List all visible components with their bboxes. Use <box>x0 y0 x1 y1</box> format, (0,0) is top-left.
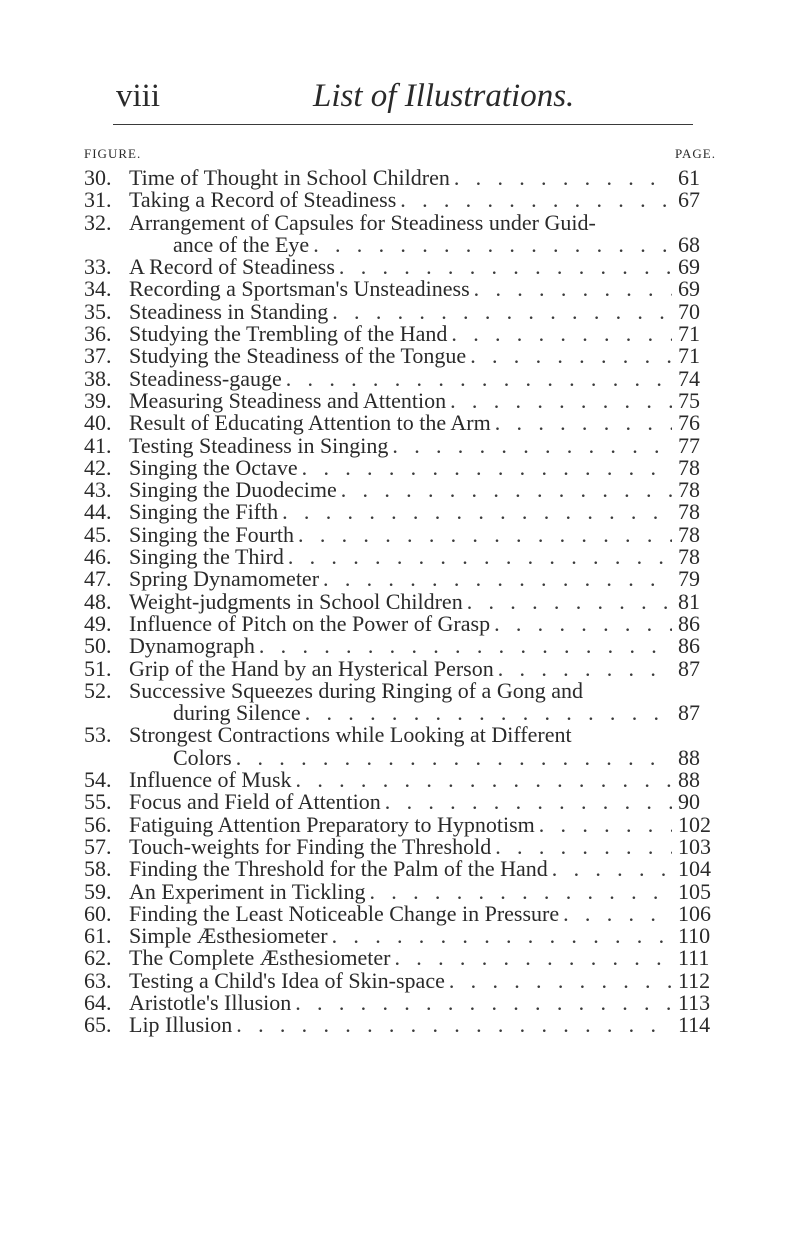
entry-line <box>129 791 716 813</box>
page-reference: 79 <box>678 566 700 592</box>
list-item <box>84 655 716 681</box>
dot-leader <box>400 189 672 211</box>
figure-number: 38. <box>84 365 112 391</box>
dot-leader <box>552 858 672 880</box>
figure-number: 56. <box>84 811 112 837</box>
dot-leader <box>323 568 672 590</box>
figure-title: Steadiness-gauge <box>129 365 282 391</box>
entry-body <box>129 724 716 769</box>
heading-rule <box>113 124 693 125</box>
list-item <box>84 345 716 367</box>
figure-number: 37. <box>84 343 112 369</box>
figure-number: 59. <box>84 878 112 904</box>
figure-number: 51. <box>84 655 112 681</box>
figure-title: A Record of Steadiness <box>129 254 335 280</box>
figure-title: Strongest Contractions while Looking at Different <box>129 722 572 748</box>
entry-line <box>129 833 716 859</box>
figure-title: Singing the Fifth <box>129 499 279 525</box>
entry-body <box>129 791 716 813</box>
figure-title: Time of Thought in School Children <box>129 165 450 190</box>
entry-line <box>129 635 716 657</box>
dot-leader <box>392 435 672 457</box>
figure-number: 52. <box>84 677 112 703</box>
figure-number: 50. <box>84 633 112 659</box>
dot-leader <box>286 368 672 390</box>
figure-number: 65. <box>84 1012 112 1038</box>
list-item <box>84 454 716 480</box>
entry-line <box>129 568 716 590</box>
list-item <box>84 278 716 300</box>
dot-leader <box>332 301 672 323</box>
list-item <box>84 323 716 345</box>
list-item <box>84 546 716 568</box>
dot-leader <box>282 501 672 523</box>
page-reference: 86 <box>678 610 700 636</box>
entry-body <box>129 925 716 947</box>
figure-title: Result of Educating Attention to the Arm <box>129 410 491 436</box>
entry-line <box>129 256 716 278</box>
figure-number: 45. <box>84 521 112 547</box>
entry-body <box>129 189 716 211</box>
dot-leader <box>494 613 672 635</box>
entry-line <box>129 769 716 791</box>
figure-title: Focus and Field of Attention <box>129 789 381 815</box>
entry-line <box>129 454 716 480</box>
list-item <box>84 791 716 813</box>
figure-number: 36. <box>84 321 112 347</box>
list-item <box>84 432 716 458</box>
page-reference: 102 <box>678 811 711 837</box>
entry-body <box>129 900 716 926</box>
figure-number: 42. <box>84 454 112 480</box>
dot-leader <box>296 769 672 791</box>
page-reference: 105 <box>678 878 711 904</box>
list-item <box>84 967 716 993</box>
figure-number: 49. <box>84 610 112 636</box>
figure-title: Weight-judgments in School Children <box>129 588 463 614</box>
list-item <box>84 412 716 434</box>
entry-body <box>129 479 716 501</box>
entry-body <box>129 345 716 367</box>
page-reference: 70 <box>678 298 700 324</box>
entry-line-continued <box>129 744 716 770</box>
entry-body <box>129 209 716 257</box>
figure-number: 46. <box>84 544 112 570</box>
entry-line <box>129 501 716 523</box>
figure-title: Finding the Least Noticeable Change in Pressure <box>129 900 560 926</box>
page-reference: 112 <box>678 967 711 993</box>
dot-leader <box>259 635 672 657</box>
figure-title-continued: ance of the Eye <box>173 231 310 257</box>
list-item <box>84 925 716 947</box>
entry-line <box>129 900 716 926</box>
figure-title: Steadiness in Standing <box>129 298 329 324</box>
figure-number: 47. <box>84 566 112 592</box>
figure-title: Singing the Fourth <box>129 521 295 547</box>
entry-line <box>129 209 716 235</box>
figure-number: 32. <box>84 209 112 235</box>
figure-title: Singing the Duodecime <box>129 477 337 503</box>
page-reference: 81 <box>678 588 700 614</box>
list-item <box>84 811 716 837</box>
figure-title: The Complete Æsthesiometer <box>129 945 391 971</box>
list-item <box>84 387 716 413</box>
dot-leader <box>341 479 672 501</box>
entry-line <box>129 298 716 324</box>
page-reference: 67 <box>678 187 700 213</box>
entry-line <box>129 345 716 367</box>
entry-body <box>129 655 716 681</box>
figure-number: 61. <box>84 923 112 949</box>
entry-body <box>129 546 716 568</box>
dot-leader <box>295 992 672 1014</box>
entry-line <box>129 677 716 703</box>
entry-body <box>129 833 716 859</box>
figure-number: 43. <box>84 477 112 503</box>
page-reference: 104 <box>678 856 711 882</box>
page-reference: 76 <box>678 410 700 436</box>
figure-number: 31. <box>84 187 112 213</box>
entry-line-continued <box>129 231 716 257</box>
figure-title: Fatiguing Attention Preparatory to Hypnotism <box>129 811 535 837</box>
figure-title: Simple Æsthesiometer <box>129 923 328 949</box>
figure-number: 39. <box>84 387 112 413</box>
figure-column-label: FIGURE. <box>84 146 142 161</box>
dot-leader <box>332 925 672 947</box>
entry-body <box>129 432 716 458</box>
entry-line <box>129 811 716 837</box>
entry-line <box>129 432 716 458</box>
entry-body <box>129 278 716 300</box>
dot-leader <box>236 1014 672 1036</box>
entry-line <box>129 323 716 345</box>
page-reference: 88 <box>678 767 700 793</box>
page-reference: 71 <box>678 321 700 347</box>
figure-title: Singing the Octave <box>129 454 298 480</box>
list-item <box>84 167 716 189</box>
entry-body <box>129 323 716 345</box>
figure-title: Testing Steadiness in Singing <box>129 432 389 458</box>
dot-leader <box>385 791 672 813</box>
figure-title: Taking a Record of Steadiness <box>129 187 397 213</box>
dot-leader <box>563 903 672 925</box>
figure-title: Touch-weights for Finding the Threshold <box>129 833 492 859</box>
dot-leader <box>495 412 672 434</box>
entry-body <box>129 256 716 278</box>
dot-leader <box>474 278 672 300</box>
dot-leader <box>236 747 672 769</box>
figure-title: Spring Dynamometer <box>129 566 320 592</box>
dot-leader <box>339 256 672 278</box>
entry-line <box>129 387 716 413</box>
entry-body <box>129 298 716 324</box>
entry-body <box>129 967 716 993</box>
figure-title: Recording a Sportsman's Unsteadiness <box>129 276 470 302</box>
entry-line <box>129 167 716 189</box>
entry-body <box>129 947 716 969</box>
figure-title-continued: Colors <box>173 744 232 770</box>
entry-body <box>129 568 716 590</box>
dot-leader <box>288 546 672 568</box>
list-item <box>84 1014 716 1036</box>
dot-leader <box>305 702 672 724</box>
page-reference: 87 <box>678 655 700 681</box>
figure-title-continued: during Silence <box>173 700 301 726</box>
page-reference: 78 <box>678 477 700 503</box>
list-item <box>84 588 716 614</box>
entry-body <box>129 878 716 904</box>
entry-line <box>129 610 716 636</box>
entry-body <box>129 677 716 726</box>
entry-line <box>129 925 716 947</box>
figure-number: 30. <box>84 165 112 190</box>
entry-body <box>129 769 716 791</box>
entry-line <box>129 365 716 391</box>
figure-title: Measuring Steadiness and Attention <box>129 387 447 413</box>
entry-body <box>129 501 716 523</box>
list-item <box>84 947 716 969</box>
figure-number: 54. <box>84 767 112 793</box>
figure-number: 55. <box>84 789 112 815</box>
page-reference: 69 <box>678 254 700 280</box>
figure-number: 34. <box>84 276 112 302</box>
figure-title: Dynamograph <box>129 633 255 659</box>
list-item <box>84 298 716 324</box>
figure-title: Singing the Third <box>129 544 284 570</box>
figure-number: 63. <box>84 967 112 993</box>
figure-number: 60. <box>84 900 112 926</box>
list-item <box>84 365 716 391</box>
list-item <box>84 209 716 257</box>
entry-body <box>129 635 716 657</box>
dot-leader <box>451 323 672 345</box>
page-reference: 78 <box>678 454 700 480</box>
dot-leader <box>370 881 673 903</box>
dot-leader <box>454 167 672 189</box>
page-reference: 69 <box>678 276 700 302</box>
page-reference: 87 <box>678 700 700 726</box>
figure-title: Testing a Child's Idea of Skin-space <box>129 967 445 993</box>
dot-leader <box>539 814 672 836</box>
entry-line <box>129 989 716 1015</box>
figure-title: Influence of Musk <box>129 767 292 793</box>
dot-leader <box>498 658 672 680</box>
entry-line <box>129 546 716 568</box>
page-reference: 114 <box>678 1012 711 1038</box>
figure-number: 40. <box>84 410 112 436</box>
entry-body <box>129 387 716 413</box>
dot-leader <box>470 345 672 367</box>
dot-leader <box>313 234 672 256</box>
figure-number: 62. <box>84 945 112 971</box>
list-item <box>84 769 716 791</box>
page-reference: 75 <box>678 387 700 413</box>
page-reference: 88 <box>678 744 700 770</box>
entry-line <box>129 412 716 434</box>
page-reference: 106 <box>678 900 711 926</box>
dot-leader <box>467 591 672 613</box>
list-item <box>84 610 716 636</box>
entry-body <box>129 167 716 189</box>
figure-title: Grip of the Hand by an Hysterical Person <box>129 655 494 681</box>
list-item <box>84 724 716 769</box>
page-reference: 78 <box>678 499 700 525</box>
figure-number: 35. <box>84 298 112 324</box>
page-reference: 103 <box>678 833 711 859</box>
entry-body <box>129 989 716 1015</box>
entry-line <box>129 878 716 904</box>
dot-leader <box>450 390 672 412</box>
list-item <box>84 900 716 926</box>
entry-line <box>129 479 716 501</box>
page-column-label: PAGE. <box>674 146 716 161</box>
figure-title: An Experiment in Tickling <box>129 878 366 904</box>
entry-body <box>129 521 716 547</box>
entry-line <box>129 858 716 880</box>
list-item <box>84 501 716 523</box>
page-reference: 71 <box>678 343 700 369</box>
list-item <box>84 833 716 859</box>
page-reference: 111 <box>678 945 710 971</box>
page-reference: 78 <box>678 544 700 570</box>
list-item <box>84 677 716 726</box>
entry-body <box>129 610 716 636</box>
list-item <box>84 521 716 547</box>
figure-title: Finding the Threshold for the Palm of the Hand <box>129 856 548 882</box>
figure-title: Influence of Pitch on the Power of Grasp <box>129 610 491 636</box>
list-item <box>84 858 716 880</box>
figure-number: 41. <box>84 432 112 458</box>
page-reference: 110 <box>678 923 711 949</box>
dot-leader <box>495 836 672 858</box>
page-reference: 113 <box>678 989 711 1015</box>
list-item <box>84 878 716 904</box>
figure-number: 33. <box>84 254 112 280</box>
figure-title: Arrangement of Capsules for Steadiness under Guid- <box>129 209 596 235</box>
page-number: viii <box>116 78 161 114</box>
figure-title: Studying the Trembling of the Hand <box>129 321 448 347</box>
list-item <box>84 256 716 278</box>
entry-body <box>129 811 716 837</box>
dot-leader <box>298 524 672 546</box>
entry-line <box>129 967 716 993</box>
entry-line <box>129 724 716 746</box>
entry-body <box>129 588 716 614</box>
figure-number: 58. <box>84 856 112 882</box>
entry-line <box>129 278 716 300</box>
figure-number: 44. <box>84 499 112 525</box>
figure-title: Studying the Steadiness of the Tongue <box>129 343 467 369</box>
figure-title: Aristotle's Illusion <box>129 989 292 1015</box>
dot-leader <box>449 970 672 992</box>
list-item <box>84 568 716 590</box>
page-reference: 90 <box>678 789 700 815</box>
entry-line-continued <box>129 702 716 724</box>
page-reference: 86 <box>678 633 700 659</box>
entry-body <box>129 454 716 480</box>
illustrations-list <box>84 167 716 1037</box>
page-reference: 78 <box>678 521 700 547</box>
dot-leader <box>302 457 672 479</box>
page-heading: List of Illustrations. <box>313 78 575 114</box>
entry-body <box>129 858 716 880</box>
figure-title: Lip Illusion <box>129 1012 233 1038</box>
list-item <box>84 189 716 211</box>
figure-title: Successive Squeezes during Ringing of a Gong and <box>129 677 583 703</box>
list-item <box>84 479 716 501</box>
entry-line <box>129 655 716 681</box>
entry-body <box>129 412 716 434</box>
entry-line <box>129 947 716 969</box>
entry-body <box>129 365 716 391</box>
page-reference: 77 <box>678 432 700 458</box>
entry-line <box>129 1014 716 1036</box>
dot-leader <box>395 947 673 969</box>
page-reference: 61 <box>678 165 700 190</box>
page-reference: 74 <box>678 365 700 391</box>
entry-line <box>129 521 716 547</box>
figure-number: 53. <box>84 722 112 748</box>
entry-line <box>129 588 716 614</box>
page-reference: 68 <box>678 231 700 257</box>
entry-line <box>129 189 716 211</box>
list-item <box>84 989 716 1015</box>
figure-number: 57. <box>84 833 112 859</box>
figure-number: 64. <box>84 989 112 1015</box>
entry-body <box>129 1014 716 1036</box>
list-item <box>84 635 716 657</box>
figure-number: 48. <box>84 588 112 614</box>
